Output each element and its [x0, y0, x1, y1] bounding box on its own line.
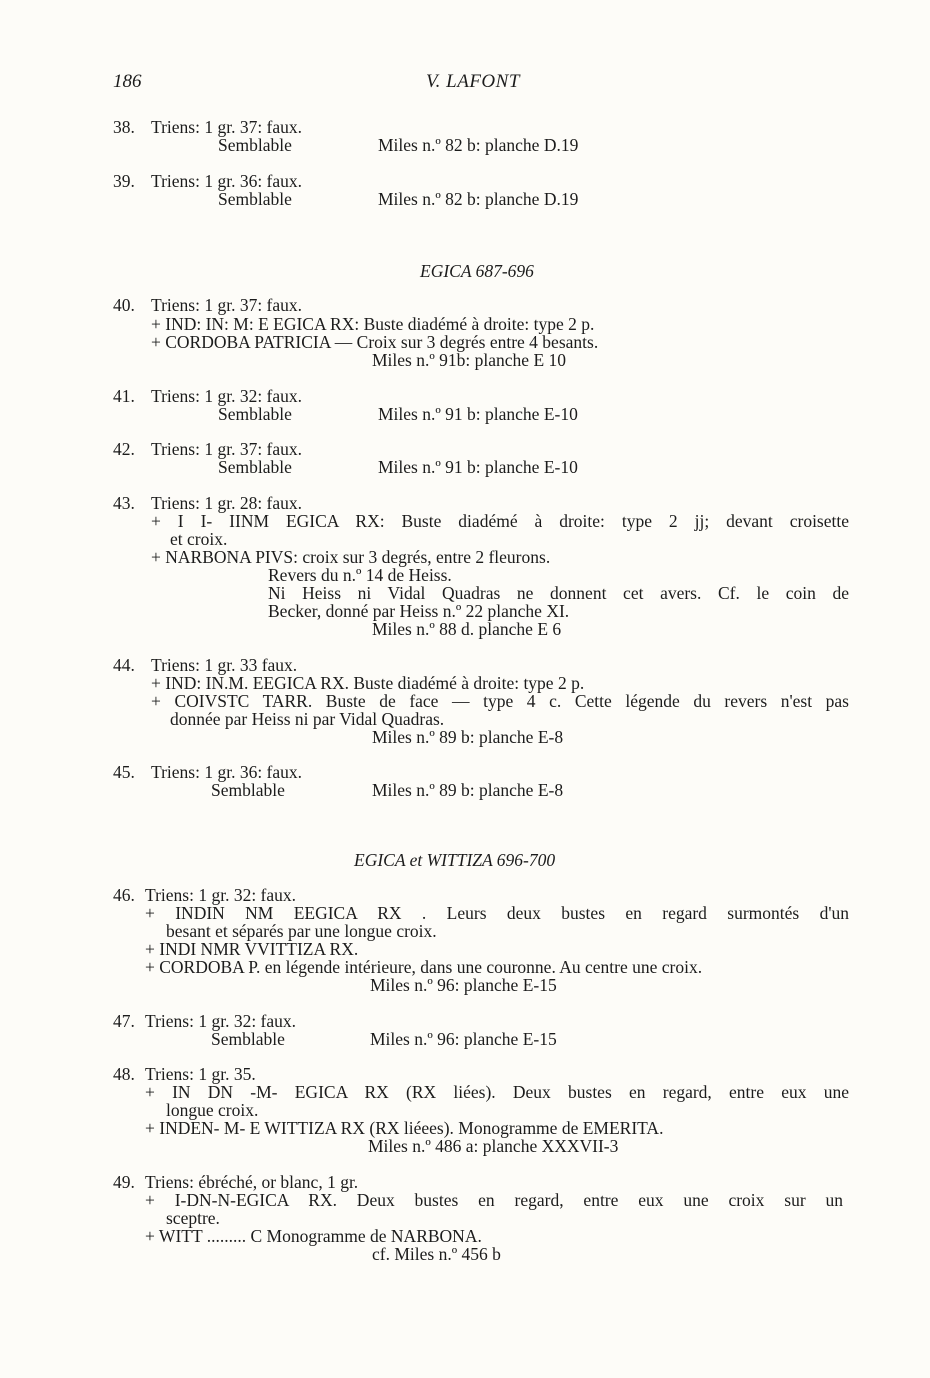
entry-title: Triens: 1 gr. 33 faux. — [151, 655, 298, 675]
entry-semblable: Semblable — [218, 135, 292, 155]
entry-reference: Miles n.º 89 b: planche E-8 — [372, 727, 564, 747]
entry-reference: Miles n.º 486 a: planche XXXVII-3 — [368, 1136, 619, 1156]
section-heading: EGICA 687-696 — [420, 261, 534, 281]
entry-reference: Miles n.º 91b: planche E 10 — [372, 350, 567, 370]
entry-title: Triens: 1 gr. 32: faux. — [145, 885, 297, 905]
entry-number: 44. — [113, 655, 135, 675]
entry-line: + INDI NMR VVITTIZA RX. — [145, 939, 359, 959]
entry-reference: Miles n.º 96: planche E-15 — [370, 1029, 557, 1049]
entry-line: + IND: IN.M. EEGICA RX. Buste diadémé à droite: type 2 p. — [151, 673, 585, 693]
entry-reference: Miles n.º 91 b: planche E-10 — [378, 457, 578, 477]
entry-line: + NARBONA PIVS: croix sur 3 degrés, entre 2 fleurons. — [151, 547, 551, 567]
entry-line: sceptre. — [166, 1208, 220, 1228]
entry-line: Revers du n.º 14 de Heiss. — [268, 565, 452, 585]
entry-title: Triens: 1 gr. 36: faux. — [151, 762, 303, 782]
entry-line: longue croix. — [166, 1100, 259, 1120]
entry-line: Becker, donné par Heiss n.º 22 planche XI. — [268, 601, 570, 621]
entry-line: + INDIN NM EEGICA RX . Leurs deux bustes en regard surmontés d'un — [145, 903, 849, 923]
entry-title: Triens: 1 gr. 28: faux. — [151, 493, 303, 513]
entry-number: 43. — [113, 493, 135, 513]
entry-line: + I-DN-N-EGICA RX. Deux bustes en regard, entre eux une croix sur un — [145, 1190, 843, 1210]
entry-semblable: Semblable — [218, 404, 292, 424]
entry-line: + IND: IN: M: E EGICA RX: Buste diadémé à droite: type 2 p. — [151, 314, 595, 334]
entry-line: + INDEN- M- E WITTIZA RX (RX liéees). Monogramme de EMERITA. — [145, 1118, 664, 1138]
entry-reference: Miles n.º 91 b: planche E-10 — [378, 404, 578, 424]
entry-title: Triens: 1 gr. 36: faux. — [151, 171, 303, 191]
entry-line: + WITT ......... C Monogramme de NARBONA. — [145, 1226, 482, 1246]
entry-number: 49. — [113, 1172, 135, 1192]
entry-semblable: Semblable — [211, 1029, 285, 1049]
entry-number: 47. — [113, 1011, 135, 1031]
page-number: 186 — [113, 71, 142, 92]
entry-title: Triens: 1 gr. 32: faux. — [145, 1011, 297, 1031]
entry-line: donnée par Heiss ni par Vidal Quadras. — [170, 709, 445, 729]
entry-line: Ni Heiss ni Vidal Quadras ne donnent cet avers. Cf. le coin de — [268, 583, 849, 603]
entry-semblable: Semblable — [218, 457, 292, 477]
entry-reference: Miles n.º 89 b: planche E-8 — [372, 780, 564, 800]
entry-number: 41. — [113, 386, 135, 406]
section-heading: EGICA et WITTIZA 696-700 — [354, 850, 556, 870]
entry-number: 40. — [113, 295, 135, 315]
entry-number: 42. — [113, 439, 135, 459]
entry-line: et croix. — [170, 529, 228, 549]
entry-semblable: Semblable — [211, 780, 285, 800]
entry-number: 38. — [113, 117, 135, 137]
entry-reference: Miles n.º 96: planche E-15 — [370, 975, 557, 995]
entry-number: 48. — [113, 1064, 135, 1084]
entry-number: 45. — [113, 762, 135, 782]
entry-line: + CORDOBA P. en légende intérieure, dans une couronne. Au centre une croix. — [145, 957, 703, 977]
running-title: V. LAFONT — [426, 71, 520, 92]
entry-number: 46. — [113, 885, 135, 905]
entry-title: Triens: 1 gr. 32: faux. — [151, 386, 303, 406]
entry-line: + I I- IINM EGICA RX: Buste diadémé à droite: type 2 jj; devant croisette — [151, 511, 849, 531]
entry-line: besant et séparés par une longue croix. — [166, 921, 437, 941]
entry-title: Triens: 1 gr. 37: faux. — [151, 295, 303, 315]
entry-line: + COIVSTC TARR. Buste de face — type 4 c. Cette légende du revers n'est pas — [151, 691, 849, 711]
entry-title: Triens: ébréché, or blanc, 1 gr. — [145, 1172, 359, 1192]
entry-line: + IN DN -M- EGICA RX (RX liées). Deux bustes en regard, entre eux une — [145, 1082, 849, 1102]
entry-line: + CORDOBA PATRICIA — Croix sur 3 degrés entre 4 besants. — [151, 332, 599, 352]
entry-reference: Miles n.º 82 b: planche D.19 — [378, 135, 579, 155]
entry-reference: Miles n.º 82 b: planche D.19 — [378, 189, 579, 209]
entry-title: Triens: 1 gr. 37: faux. — [151, 117, 303, 137]
entry-reference: Miles n.º 88 d. planche E 6 — [372, 619, 562, 639]
entry-semblable: Semblable — [218, 189, 292, 209]
entry-reference: cf. Miles n.º 456 b — [372, 1244, 501, 1264]
entry-title: Triens: 1 gr. 37: faux. — [151, 439, 303, 459]
entry-title: Triens: 1 gr. 35. — [145, 1064, 256, 1084]
entry-number: 39. — [113, 171, 135, 191]
